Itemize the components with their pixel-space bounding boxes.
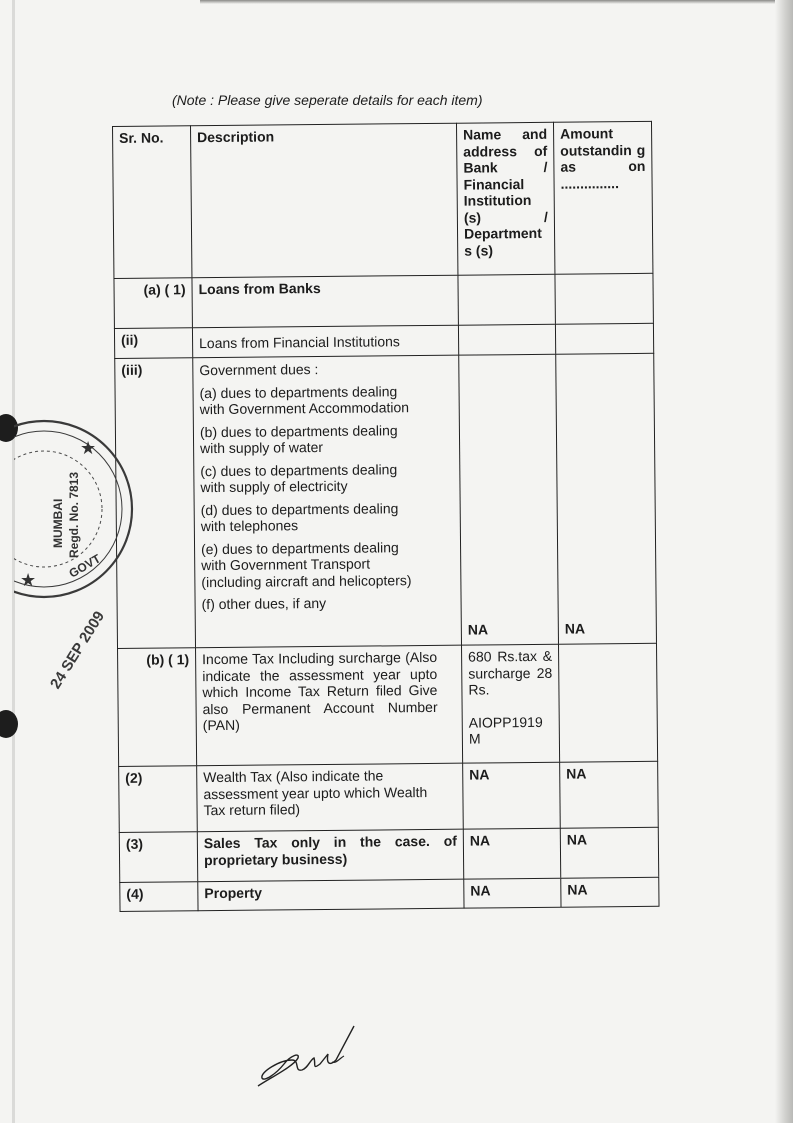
government-dues-item: (d) dues to departments dealing with telephones <box>200 499 399 535</box>
pan-number: AIOPP1919 M <box>468 713 543 747</box>
header-description: Description <box>190 123 457 278</box>
row-description-loans-fi: Loans from Financial Institutions <box>192 325 458 358</box>
header-amount-outstanding: Amount outstandin g as on ............... <box>553 121 653 274</box>
row-amount-cell <box>554 273 653 324</box>
row-amount-cell: NA <box>555 353 657 644</box>
row-description-sales-tax: Sales Tax only in the case. of proprietary business) <box>197 829 463 882</box>
page-right-edge <box>775 0 793 1123</box>
row-amount-cell <box>558 643 658 762</box>
stamp-line: Regd. No. 7813 <box>67 471 81 558</box>
row-description-government-dues <box>192 355 461 648</box>
government-dues-item: (e) dues to departments dealing with Government Transport (including aircraft and helicopters) <box>200 538 412 590</box>
date-stamp: 24 SEP 2009 <box>47 608 109 693</box>
row-bank-cell-income-tax <box>461 644 559 763</box>
row-description-income-tax: Income Tax Including surcharge (Also indicate the assessment year upto which Income Tax Return filed Give also Permanent Account Number (PAN) <box>195 645 462 766</box>
stamp-line: MUMBAI <box>51 498 65 548</box>
row-bank-cell: NA <box>463 878 560 909</box>
row-sr-iii: (iii) <box>114 357 195 648</box>
liabilities-table <box>112 121 660 921</box>
note-text: (Note : Please give seperate details for each item) <box>172 92 483 108</box>
row-amount-cell: NA <box>560 877 659 908</box>
row-amount-cell <box>555 323 654 354</box>
row-sr-ii: (ii) <box>114 327 192 358</box>
svg-text:★: ★ <box>20 570 37 591</box>
stamp-line: GOVT <box>66 551 103 581</box>
row-description-wealth-tax: Wealth Tax (Also indicate the assessment year upto which Wealth Tax return filed) <box>196 763 463 832</box>
row-description-property: Property <box>197 879 463 912</box>
page-top-shadow <box>200 0 793 4</box>
handwritten-signature-icon <box>250 1020 360 1095</box>
government-dues-item: (c) dues to departments dealing with supply of electricity <box>200 460 398 496</box>
header-bank-name-address: Name and address of Bank / Financial Institution (s) / Department s (s) <box>456 122 554 275</box>
row-bank-cell: NA <box>462 762 560 829</box>
header-sr-no: Sr. No. <box>112 125 191 278</box>
row-bank-cell <box>457 274 554 325</box>
government-dues-item: (b) dues to departments dealing with supply of water <box>199 421 398 457</box>
row-amount-cell: NA <box>559 761 659 828</box>
row-amount-cell: NA <box>560 827 659 878</box>
notary-stamp-icon <box>14 418 134 600</box>
government-dues-item: (a) dues to departments dealing with Government Accommodation <box>199 382 410 418</box>
svg-text:★: ★ <box>80 438 97 459</box>
row-description-loans-banks: Loans from Banks <box>191 275 457 328</box>
punch-hole <box>0 710 18 738</box>
row-sr-4: (4) <box>119 881 197 912</box>
row-bank-cell: NA <box>463 828 560 879</box>
row-sr-a1: (a) ( 1) <box>113 277 191 328</box>
row-bank-cell: NA <box>458 354 558 645</box>
government-dues-item: (f) other dues, if any <box>201 594 327 613</box>
row-sr-b1: (b) ( 1) <box>117 647 196 766</box>
row-bank-cell <box>458 324 555 355</box>
government-dues-title: Government dues : <box>199 361 319 379</box>
row-sr-2: (2) <box>118 765 197 832</box>
row-sr-3: (3) <box>119 831 197 882</box>
income-tax-amount: 680 Rs.tax & surcharge 28 Rs. <box>468 647 553 698</box>
